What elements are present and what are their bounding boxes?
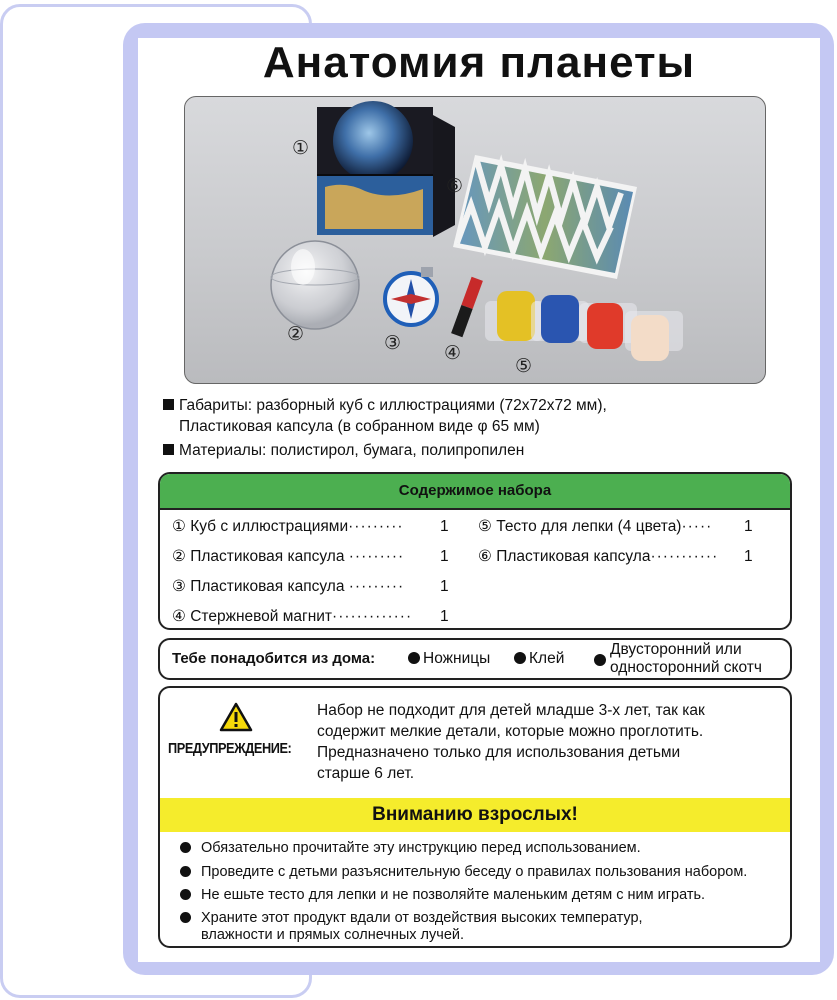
need-option-tape-line2: односторонний скотч <box>610 659 762 676</box>
adult-rule-text: Проведите с детьми разъяснительную беседу о правилах пользования набором. <box>201 864 748 880</box>
bullet-icon <box>408 652 420 664</box>
illustrated-cube <box>317 101 455 237</box>
adult-rule-text: Не ешьте тесто для лепки и не позволяйте маленьким детям с ним играть. <box>201 887 706 903</box>
page-title: Анатомия планеты <box>262 38 696 87</box>
photo-label-3: ③ <box>384 333 402 354</box>
spec-materials-text: Материалы: полистирол, бумага, полипропилен <box>179 442 525 459</box>
need-option-text: Ножницы <box>423 650 491 667</box>
spec-dimensions-line1: Габариты: разборный куб с иллюстрациями (72х72х72 мм), <box>179 397 607 414</box>
adult-rule-4-line2: влажности и прямых солнечных лучей. <box>201 927 465 943</box>
photo-label-6: ⑥ <box>446 176 464 197</box>
item-dots: ········· <box>348 518 404 535</box>
item-name: Пластиковая капсула <box>496 548 651 565</box>
need-option-tape <box>610 641 762 677</box>
spec-dimensions <box>163 395 607 437</box>
need-option-text: Клей <box>529 650 565 667</box>
photo-label-5: ⑤ <box>515 356 533 377</box>
contents-item-4-qty: 1 <box>440 608 449 625</box>
contents-item-6 <box>478 547 718 566</box>
warning-triangle-icon <box>219 702 253 732</box>
contents-item-6-qty: 1 <box>744 548 753 565</box>
adults-attention-heading: Вниманию взрослых! <box>160 798 790 832</box>
item-dots: ····· <box>681 518 713 535</box>
need-from-home-box <box>158 638 792 680</box>
modeling-clay <box>485 291 683 361</box>
warning-box <box>158 686 792 948</box>
item-dots: ········· <box>348 548 405 565</box>
warning-line4: старше 6 лет. <box>317 765 415 782</box>
bullet-icon <box>594 654 606 666</box>
item-name: Пластиковая капсула <box>190 548 345 565</box>
item-dots: ············· <box>332 608 413 625</box>
bar-magnet <box>451 277 483 337</box>
warning-line3: Предназначено только для использования детьми <box>317 744 681 761</box>
adult-rule-text: Обязательно прочитайте эту инструкцию перед использованием. <box>201 840 641 856</box>
item-name: Стержневой магнит <box>190 608 333 625</box>
compass <box>385 267 437 325</box>
item-number: ② <box>172 548 186 565</box>
item-number: ④ <box>172 608 186 625</box>
square-bullet-icon <box>163 444 174 455</box>
contents-item-3-qty: 1 <box>440 578 449 595</box>
spec-dimensions-line2: Пластиковая капсула (в собранном виде φ 65 мм) <box>179 418 540 435</box>
kit-contents-heading: Содержимое набора <box>160 474 790 510</box>
bullet-icon <box>180 912 191 923</box>
adult-rule-4 <box>180 910 790 944</box>
item-dots: ········· <box>348 578 405 595</box>
photo-label-2: ② <box>287 324 305 345</box>
contents-item-5-qty: 1 <box>744 518 753 535</box>
item-number: ③ <box>172 578 186 595</box>
contents-item-5 <box>478 517 712 536</box>
bullet-icon <box>514 652 526 664</box>
item-number: ⑥ <box>478 548 492 565</box>
warning-line2: содержит мелкие детали, которые можно проглотить. <box>317 723 704 740</box>
warning-line1: Набор не подходит для детей младше 3-х лет, так как <box>317 702 705 719</box>
contents-item-1 <box>172 517 404 536</box>
need-option-scissors <box>408 650 490 668</box>
square-bullet-icon <box>163 399 174 410</box>
bullet-icon <box>180 889 191 900</box>
adult-rule-2 <box>180 864 790 881</box>
item-name: Тесто для лепки (4 цвета) <box>496 518 682 535</box>
kit-contents-box <box>158 472 792 630</box>
photo-label-1: ① <box>292 138 310 159</box>
need-option-glue <box>514 650 564 668</box>
bullet-icon <box>180 866 191 877</box>
warning-label: ПРЕДУПРЕЖДЕНИЕ: <box>168 740 292 757</box>
item-number: ⑤ <box>478 518 492 535</box>
contents-item-2 <box>172 547 404 566</box>
contents-item-4 <box>172 607 412 626</box>
photo-label-4: ④ <box>444 343 462 364</box>
plastic-capsule <box>271 241 359 329</box>
bullet-icon <box>180 842 191 853</box>
contents-item-2-qty: 1 <box>440 548 449 565</box>
kit-photo-illustration <box>185 97 766 384</box>
kit-photo <box>184 96 766 384</box>
spec-materials <box>163 440 524 461</box>
adult-rule-1 <box>180 840 790 857</box>
need-option-tape-line1: Двусторонний или <box>610 641 742 658</box>
adult-rule-3 <box>180 887 790 904</box>
item-dots: ··········· <box>650 548 719 565</box>
item-name: Пластиковая капсула <box>190 578 345 595</box>
need-from-home-label: Тебе понадобится из дома: <box>172 650 376 667</box>
adult-rule-4-line1: Храните этот продукт вдали от воздействия высоких температур, <box>201 910 643 926</box>
contents-item-3 <box>172 577 404 596</box>
contents-item-1-qty: 1 <box>440 518 449 535</box>
item-name: Куб с иллюстрациями <box>190 518 349 535</box>
item-number: ① <box>172 518 186 535</box>
warning-text <box>317 700 777 784</box>
globe-map-sheet <box>453 155 637 279</box>
